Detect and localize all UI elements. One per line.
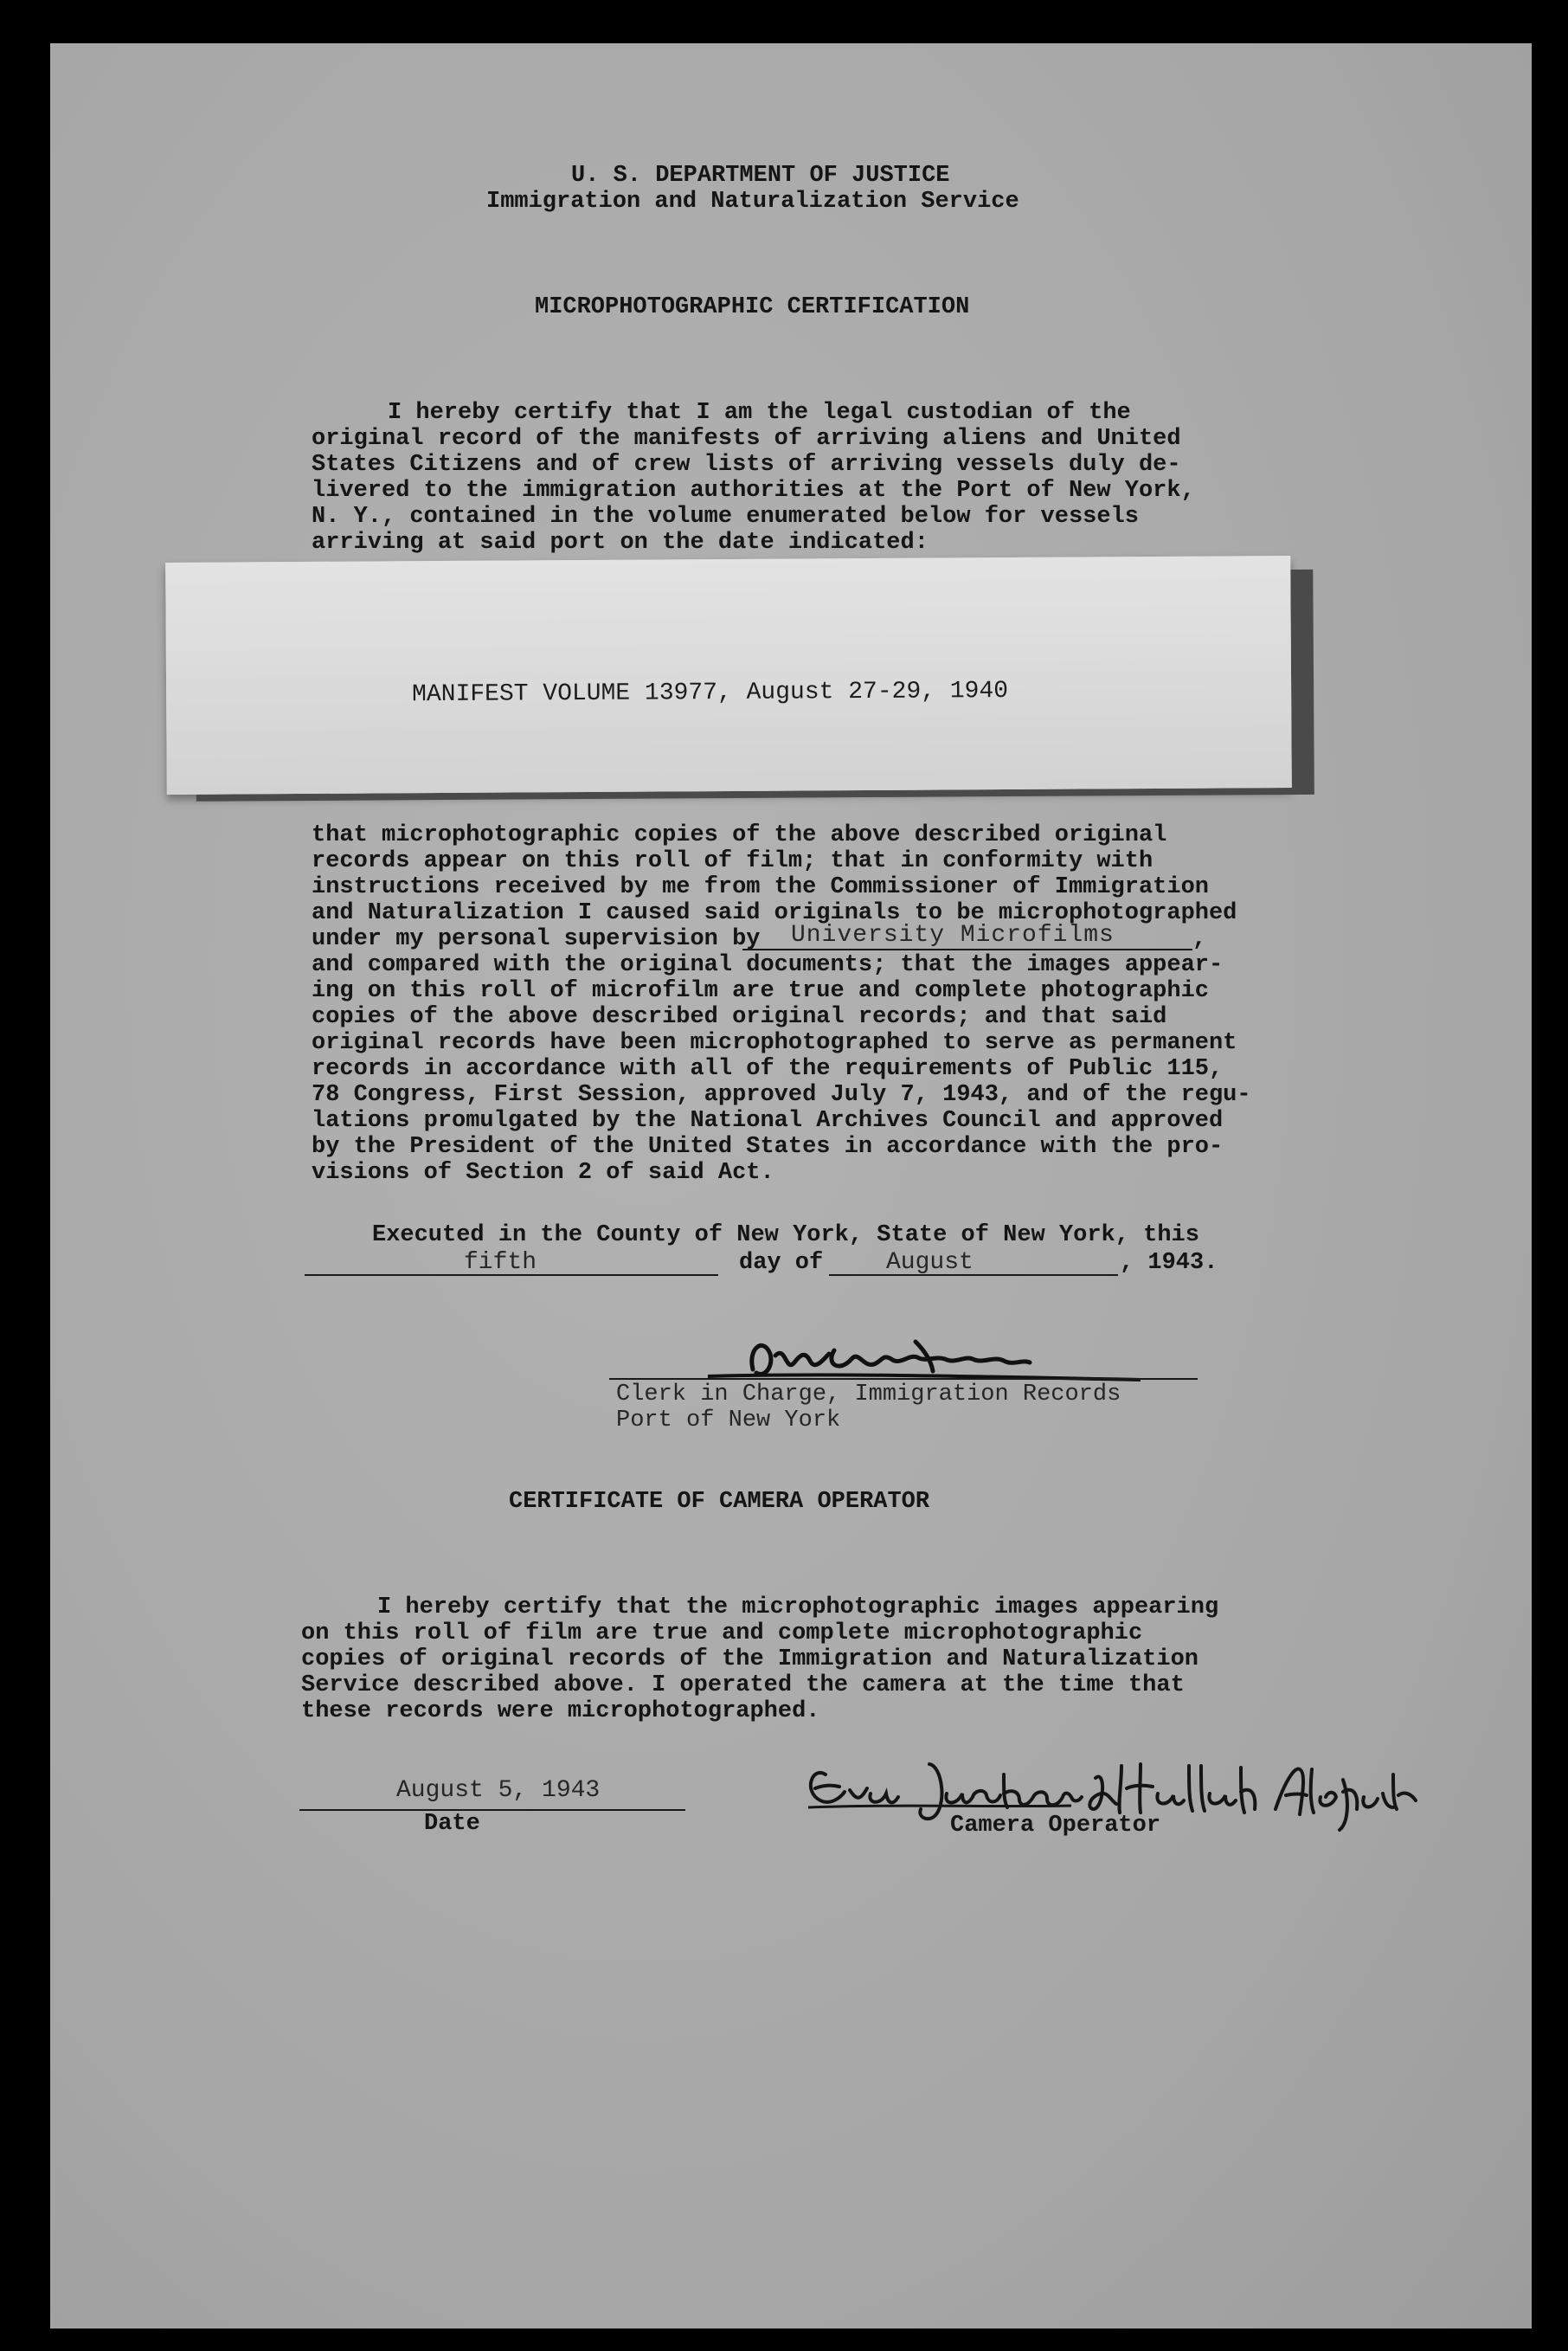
body-line: instructions received by me from the Commissioner of Immigration (312, 874, 1209, 900)
intro-line: I hereby certify that I am the legal custodian of the (388, 400, 1131, 426)
body-line: by the President of the United States in accordance with the pro- (312, 1134, 1224, 1160)
clerk-signature-line (609, 1378, 1198, 1380)
body-line: visions of Section 2 of said Act. (312, 1160, 774, 1186)
camera-line: copies of original records of the Immigration and Naturalization (301, 1646, 1198, 1672)
camera-section-title: CERTIFICATE OF CAMERA OPERATOR (509, 1489, 930, 1515)
body-line: lations promulgated by the National Archives Council and approved (312, 1108, 1224, 1134)
body-line: records appear on this roll of film; that in conformity with (312, 848, 1154, 874)
day-value: fifth (464, 1249, 537, 1276)
service-heading: Immigration and Naturalization Service (486, 189, 1019, 215)
body-line: records in accordance with all of the requirements of Public 115, (312, 1056, 1224, 1082)
intro-line: livered to the immigration authorities at the Port of New York, (312, 478, 1195, 504)
day-of-label: day of (739, 1250, 824, 1276)
body-line: and Naturalization I caused said originals to be microphotographed (312, 900, 1237, 926)
year-value: , 1943. (1120, 1250, 1218, 1276)
camera-line: these records were microphotographed. (301, 1698, 820, 1724)
intro-line: original record of the manifests of arriving aliens and United (312, 426, 1181, 452)
body-line: that microphotographic copies of the above described original (312, 822, 1167, 848)
month-value: August (886, 1249, 974, 1276)
camera-line: Service described above. I operated the camera at the time that (301, 1672, 1185, 1698)
intro-line: N. Y., contained in the volume enumerated below for vessels (312, 504, 1139, 530)
body-line: copies of the above described original records; and that said (312, 1004, 1167, 1030)
intro-line: States Citizens and of crew lists of arriving vessels duly de- (312, 452, 1181, 478)
manifest-volume-text: MANIFEST VOLUME 13977, August 27-29, 1940 (412, 678, 1009, 709)
supervisor-value: University Microfilms (791, 922, 1115, 949)
intro-line: arriving at said port on the date indicated: (312, 530, 929, 556)
document-page (50, 43, 1532, 2328)
department-heading: U. S. DEPARTMENT OF JUSTICE (571, 163, 950, 189)
body-line: 78 Congress, First Session, approved July 7, 1943, and of the regu- (312, 1082, 1251, 1108)
manifest-slip (165, 556, 1292, 795)
body-line: and compared with the original documents; that the images appear- (312, 952, 1224, 978)
supervisor-underline (742, 949, 1192, 950)
camera-line: on this roll of film are true and complete microphotographic (301, 1620, 1143, 1646)
camera-date-label: Date (424, 1811, 480, 1837)
month-underline (829, 1274, 1118, 1276)
camera-date-underline (299, 1809, 685, 1811)
executed-line: Executed in the County of New York, State of New York, this (372, 1222, 1199, 1248)
clerk-title: Clerk in Charge, Immigration Records (616, 1382, 1121, 1407)
camera-line: I hereby certify that the microphotographic images appearing (377, 1594, 1219, 1620)
body-line: ing on this roll of microfilm are true and complete photographic (312, 978, 1209, 1004)
body-line: under my personal supervision by (312, 926, 761, 952)
camera-operator-label: Camera Operator (950, 1813, 1161, 1839)
document-title: MICROPHOTOGRAPHIC CERTIFICATION (535, 294, 970, 320)
body-line: original records have been microphotographed to serve as permanent (312, 1030, 1237, 1056)
supervisor-comma: , (1192, 926, 1207, 952)
camera-date-value: August 5, 1943 (396, 1777, 601, 1804)
clerk-port: Port of New York (616, 1407, 841, 1433)
